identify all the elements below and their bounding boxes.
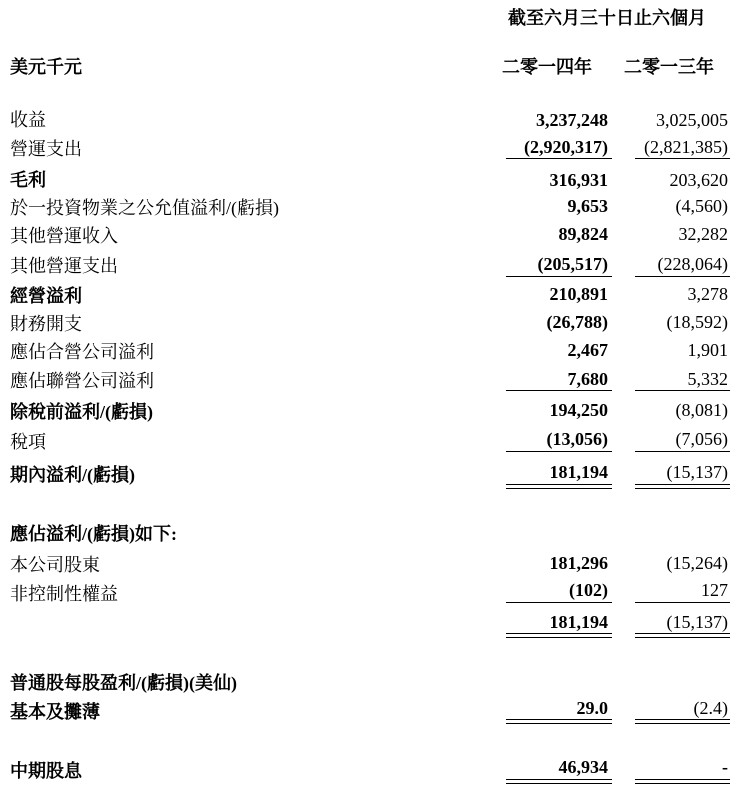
section-title: 普通股每股盈利/(虧損)(美仙) — [10, 673, 237, 693]
total-double-rule — [506, 719, 612, 720]
subtotal-rule — [635, 390, 730, 391]
total-double-rule — [635, 783, 730, 784]
total-double-rule — [506, 633, 612, 634]
total-double-rule — [635, 633, 730, 634]
row-value-2014: (26,788) — [546, 312, 608, 332]
subtotal-rule — [506, 602, 612, 603]
row-label: 其他營運收入 — [10, 226, 118, 246]
row-value-2014: 9,653 — [567, 196, 608, 216]
section-title: 應佔溢利/(虧損)如下: — [10, 524, 177, 544]
eps-value-2014: 29.0 — [576, 698, 608, 718]
total-double-rule — [635, 779, 730, 780]
subtotal-rule — [506, 276, 612, 277]
dividend-value-2014: 46,934 — [558, 757, 608, 777]
row-value-2014: 181,296 — [549, 553, 608, 573]
row-label: 其他營運支出 — [10, 256, 118, 276]
row-label: 中期股息 — [10, 761, 82, 781]
row-value-2014: 210,891 — [549, 284, 608, 304]
subtotal-rule — [506, 451, 612, 452]
total-double-rule — [506, 723, 612, 724]
subtotal-rule — [635, 451, 730, 452]
row-label: 基本及攤薄 — [10, 702, 100, 722]
row-value-2013: (2,821,385) — [644, 137, 728, 157]
row-value-2013: 127 — [701, 580, 728, 600]
row-value-2014: 7,680 — [567, 369, 608, 389]
total-double-rule — [506, 783, 612, 784]
row-value-2013: (18,592) — [666, 312, 728, 332]
row-value-2014: 316,931 — [549, 170, 608, 190]
unit-label: 美元千元 — [10, 57, 82, 77]
subtotal-rule — [635, 602, 730, 603]
total-double-rule — [635, 719, 730, 720]
row-label: 經營溢利 — [10, 286, 82, 306]
row-value-2013: 1,901 — [687, 340, 728, 360]
row-value-2014: 89,824 — [558, 224, 608, 244]
row-value-2014: (102) — [569, 580, 608, 600]
row-value-2014: 2,467 — [567, 340, 608, 360]
eps-value-2013: (2.4) — [693, 698, 728, 718]
dividend-value-2013: - — [722, 757, 728, 777]
row-label: 應佔聯營公司溢利 — [10, 371, 154, 391]
row-value-2013: (15,264) — [666, 553, 728, 573]
row-value-2013: (7,056) — [675, 429, 728, 449]
total-double-rule — [635, 723, 730, 724]
row-value-2014: 3,237,248 — [536, 110, 608, 130]
column-header-2013: 二零一三年 — [624, 57, 714, 77]
row-value-2013: 32,282 — [678, 224, 728, 244]
row-label: 於一投資物業之公允值溢利/(虧損) — [10, 198, 279, 218]
row-label: 營運支出 — [10, 139, 82, 159]
row-value-2014: (205,517) — [537, 254, 608, 274]
subtotal-rule — [635, 276, 730, 277]
total-double-rule — [635, 637, 730, 638]
row-label: 應佔合營公司溢利 — [10, 342, 154, 362]
total-double-rule — [506, 484, 612, 485]
total-double-rule — [635, 488, 730, 489]
row-value-2013: 3,025,005 — [656, 110, 728, 130]
row-value-2014: (2,920,317) — [524, 137, 608, 157]
row-value-2013: 203,620 — [669, 170, 728, 190]
row-label: 收益 — [10, 110, 46, 130]
subtotal-rule — [506, 158, 612, 159]
total-double-rule — [506, 488, 612, 489]
row-value-2013: (8,081) — [675, 400, 728, 420]
total-value-2014: 181,194 — [549, 612, 608, 632]
row-value-2013: 3,278 — [687, 284, 728, 304]
total-double-rule — [506, 637, 612, 638]
row-value-2013: (228,064) — [657, 254, 728, 274]
row-value-2014: (13,056) — [546, 429, 608, 449]
total-double-rule — [635, 484, 730, 485]
column-header-2014: 二零一四年 — [502, 57, 592, 77]
row-value-2013: (4,560) — [675, 196, 728, 216]
row-label: 除稅前溢利/(虧損) — [10, 402, 153, 422]
row-value-2014: 194,250 — [549, 400, 608, 420]
row-label: 非控制性權益 — [10, 584, 118, 604]
row-label: 毛利 — [10, 170, 46, 190]
row-label: 稅項 — [10, 432, 46, 452]
subtotal-rule — [635, 158, 730, 159]
row-value-2013: (15,137) — [666, 462, 728, 482]
row-label: 期內溢利/(虧損) — [10, 465, 135, 485]
row-value-2014: 181,194 — [549, 462, 608, 482]
row-value-2013: 5,332 — [687, 369, 728, 389]
row-label: 本公司股東 — [10, 555, 100, 575]
row-label: 財務開支 — [10, 314, 82, 334]
subtotal-rule — [506, 390, 612, 391]
period-header: 截至六月三十日止六個月 — [508, 8, 706, 28]
total-double-rule — [506, 779, 612, 780]
total-value-2013: (15,137) — [666, 612, 728, 632]
